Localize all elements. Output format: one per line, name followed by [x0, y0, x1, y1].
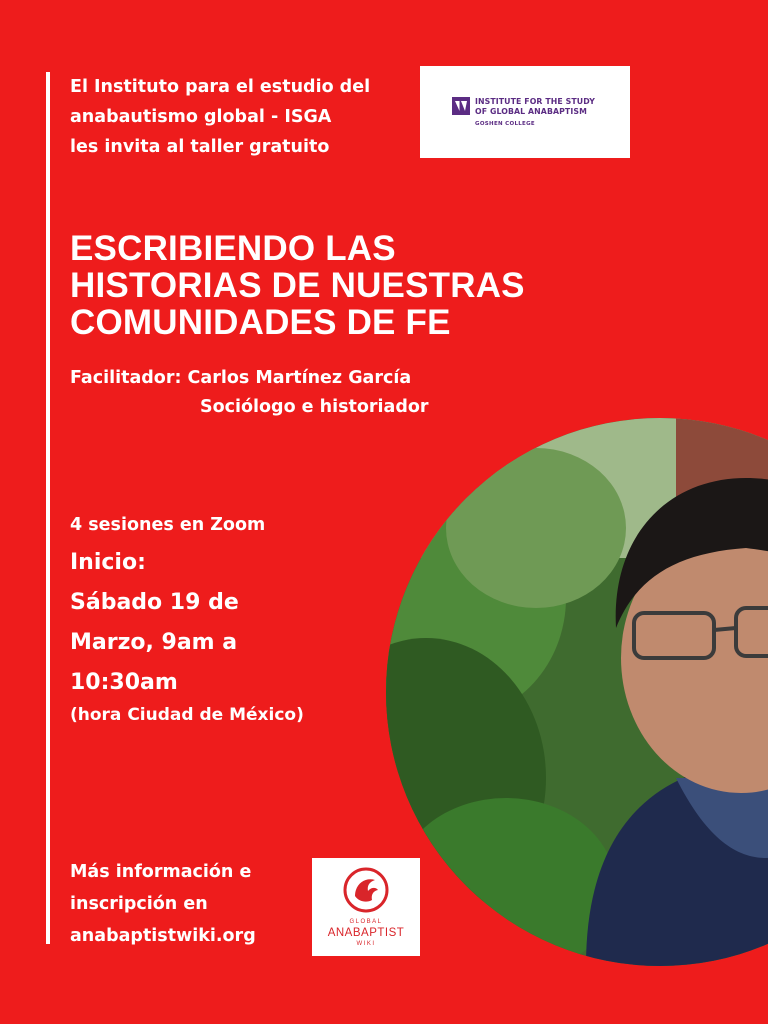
portrait-illustration — [386, 418, 768, 966]
website-url: anabaptistwiki.org — [70, 926, 256, 946]
timezone-note: (hora Ciudad de México) — [70, 705, 304, 725]
intro-text — [70, 72, 410, 162]
start-line: Marzo, 9am a — [70, 630, 238, 655]
facilitator-role: Sociólogo e historiador — [200, 397, 429, 417]
isga-logo-line: INSTITUTE FOR THE STUDY — [475, 97, 595, 106]
wiki-logo-wiki: WIKI — [356, 941, 376, 947]
facilitator-block — [70, 364, 490, 422]
isga-mark-icon — [452, 97, 470, 115]
title-line: COMUNIDADES DE FE — [70, 303, 451, 342]
global-anabaptist-wiki-logo — [312, 858, 420, 956]
title-line: ESCRIBIENDO LAS — [70, 229, 396, 268]
more-info-line: Más información e — [70, 862, 252, 882]
facilitator-photo — [386, 418, 768, 966]
intro-line: El Instituto para el estudio del — [70, 77, 371, 97]
title-line: HISTORIAS DE NUESTRAS — [70, 266, 525, 305]
sessions-info: 4 sesiones en Zoom — [70, 515, 266, 535]
dove-circle-icon — [341, 864, 391, 916]
facilitator-name: Facilitador: Carlos Martínez García — [70, 368, 412, 388]
more-info — [70, 856, 330, 952]
wiki-logo-anabaptist: ANABAPTIST — [327, 927, 405, 939]
isga-logo-college: GOSHEN COLLEGE — [475, 121, 535, 127]
isga-logo-line: OF GLOBAL ANABAPTISM — [475, 107, 587, 116]
start-line: Inicio: — [70, 550, 146, 575]
workshop-title — [70, 230, 690, 341]
start-line: Sábado 19 de — [70, 590, 239, 615]
start-date — [70, 543, 370, 703]
intro-line: anabautismo global - ISGA — [70, 107, 332, 127]
intro-line: les invita al taller gratuito — [70, 137, 330, 157]
more-info-line: inscripción en — [70, 894, 208, 914]
vertical-divider-line — [46, 72, 50, 944]
isga-logo — [420, 66, 630, 158]
wiki-logo-global: GLOBAL — [349, 919, 383, 925]
start-line: 10:30am — [70, 670, 178, 695]
